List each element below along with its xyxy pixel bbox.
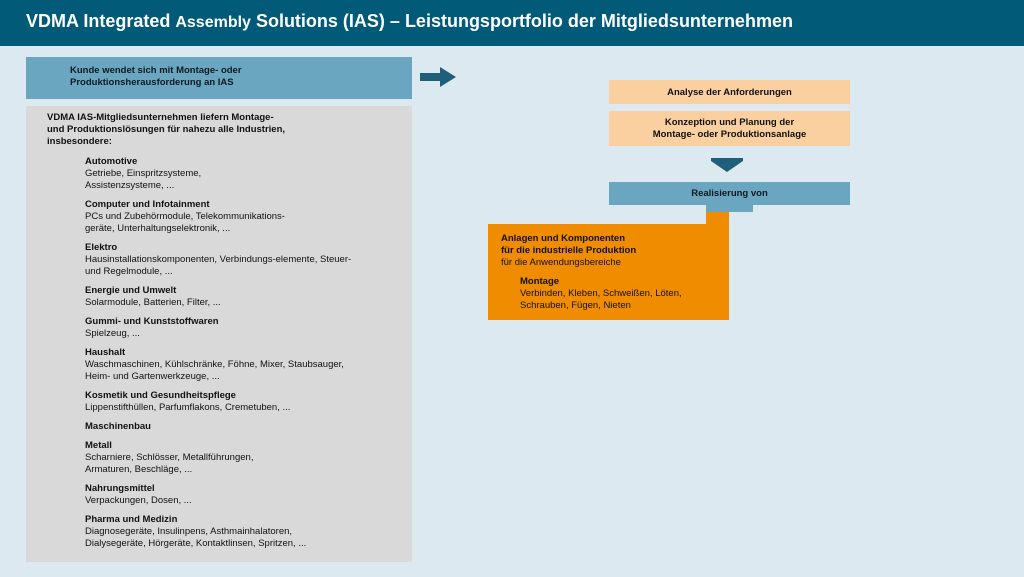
industry-name: Kosmetik und Gesundheitspflege	[85, 390, 236, 401]
industry-name: Computer und Infotainment	[85, 199, 210, 210]
industry-desc1: Getriebe, Einspritzsysteme,	[85, 168, 202, 179]
industry-name: Automotive	[85, 156, 138, 167]
industry-desc1: Lippenstifthüllen, Parfumflakons, Cremetuben, ...	[85, 402, 291, 413]
industry-desc2: Armaturen, Beschläge, ...	[85, 464, 193, 475]
industry-item	[85, 347, 412, 383]
industry-desc2: und Regelmodule, ...	[85, 266, 173, 277]
plants-title2: für die industrielle Produktion	[501, 245, 637, 256]
montage-name: Montage	[520, 276, 560, 287]
montage-block	[520, 276, 729, 312]
industry-item	[85, 440, 412, 476]
industry-name: Pharma und Medizin	[85, 514, 178, 525]
industry-desc2: Dialysegeräte, Hörgeräte, Kontaktlinsen, Spritzen, ...	[85, 538, 307, 549]
industry-item	[85, 242, 412, 278]
members-box	[26, 106, 412, 562]
industry-desc1: Waschmaschinen, Kühlschränke, Föhne, Mixer, Staubsauger,	[85, 359, 344, 370]
concept-line1: Konzeption und Planung der	[664, 116, 795, 128]
plants-subtitle: für die Anwendungsbereiche	[501, 257, 621, 268]
industry-desc1: Hausinstallationskomponenten, Verbindungs-elemente, Steuer-	[85, 254, 352, 265]
industry-desc1: PCs und Zubehörmodule, Telekommunikations-	[85, 211, 285, 222]
realization-label: Realisierung von	[691, 188, 768, 199]
industry-name: Energie und Umwelt	[85, 285, 177, 296]
montage-desc1: Verbinden, Kleben, Schweißen, Löten,	[520, 288, 682, 299]
industry-item	[85, 199, 412, 235]
title-part1: VDMA Integrated	[26, 11, 176, 31]
plants-box	[488, 224, 729, 320]
industry-desc2: Assistenzsysteme, ...	[85, 180, 175, 191]
industry-name: Gummi- und Kunststoffwaren	[85, 316, 219, 327]
industry-desc1: Scharniere, Schlösser, Metallführungen,	[85, 452, 254, 463]
customer-box	[26, 57, 412, 99]
members-intro-line3: insbesondere:	[47, 136, 112, 147]
industry-desc1: Spielzeug, ...	[85, 328, 140, 339]
header-bar	[0, 0, 1024, 46]
concept-box	[609, 111, 850, 146]
concept-line2: Montage- oder Produktionsanlage	[652, 128, 807, 140]
industry-item	[85, 483, 412, 507]
industry-item	[85, 316, 412, 340]
industry-item	[85, 285, 412, 309]
industry-name: Metall	[85, 440, 112, 451]
industry-desc1: Verpackungen, Dosen, ...	[85, 495, 192, 506]
customer-line1: Kunde wendet sich mit Montage- oder	[70, 65, 242, 76]
connector-orange	[706, 212, 729, 224]
arrow-right-icon	[420, 67, 456, 87]
industry-item	[85, 390, 412, 414]
customer-line2: Produktionsherausforderung an IAS	[70, 77, 234, 88]
analysis-box	[609, 80, 850, 104]
industry-desc1: Solarmodule, Batterien, Filter, ...	[85, 297, 221, 308]
industry-item	[85, 156, 412, 192]
industry-item	[85, 421, 412, 433]
title-part3: Solutions (IAS) – Leistungsportfolio der Mitgliedsunternehmen	[250, 11, 793, 31]
page-title	[26, 11, 793, 32]
title-part2: Assembly	[175, 14, 251, 31]
industry-name: Elektro	[85, 242, 118, 253]
realization-box	[609, 182, 850, 205]
arrow-down-icon	[711, 158, 743, 172]
industry-name: Maschinenbau	[85, 421, 151, 432]
industry-item	[85, 514, 412, 550]
industry-name: Nahrungsmittel	[85, 483, 155, 494]
members-intro-line2: und Produktionslösungen für nahezu alle Industrien,	[47, 124, 286, 135]
industry-desc2: Heim- und Gartenwerkzeuge, ...	[85, 371, 220, 382]
industry-desc2: geräte, Unterhaltungselektronik, ...	[85, 223, 231, 234]
members-intro-line1: VDMA IAS-Mitgliedsunternehmen liefern Montage-	[47, 112, 274, 123]
industry-name: Haushalt	[85, 347, 126, 358]
montage-desc2: Schrauben, Fügen, Nieten	[520, 300, 631, 311]
analysis-label: Analyse der Anforderungen	[667, 86, 792, 98]
plants-title1: Anlagen und Komponenten	[501, 233, 626, 244]
industry-list	[47, 156, 412, 550]
members-intro	[47, 112, 412, 148]
connector-blue	[706, 205, 753, 212]
industry-desc1: Diagnosegeräte, Insulinpens, Asthmainhalatoren,	[85, 526, 293, 537]
